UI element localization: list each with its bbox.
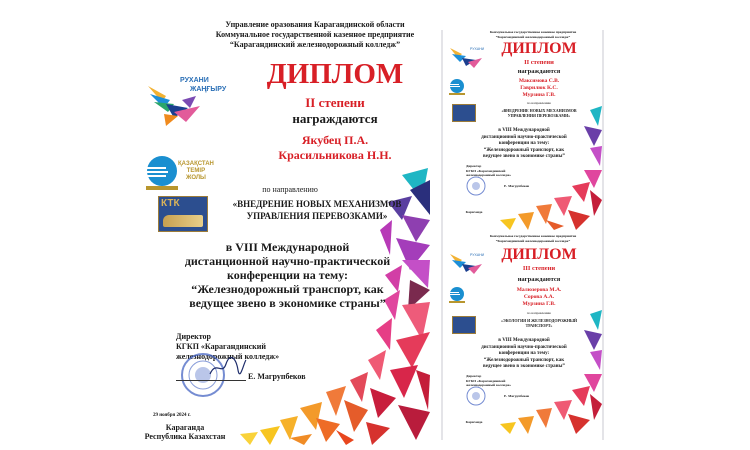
issuer-line: “Карагандинский железнодорожный колледж” [495, 239, 571, 243]
conference-line: дистанционной научно-практической [481, 344, 567, 350]
conference-line: ведущее звено в экономике страны” [483, 364, 565, 369]
diploma-degree: II степени [305, 95, 365, 110]
conference-text [454, 338, 594, 371]
rukhani-line2: ЖАҢҒЫРУ [190, 86, 227, 93]
signatory-line: КГКП «Карагандинский [176, 342, 266, 351]
conference-line: конференции на тему: [226, 268, 349, 282]
kazakhstan-temir-zholy-logo [448, 78, 484, 96]
direction-title [480, 318, 598, 328]
diploma-thumbnail-2 [444, 30, 602, 230]
svg-text:РУХАНИ: РУХАНИ [470, 253, 484, 257]
conference-line: ведущее звено в экономике страны” [483, 154, 565, 159]
signatory-name: Е. Магрупбеков [504, 184, 530, 188]
conference-line: ведущее звено в экономике страны” [189, 296, 386, 310]
diploma-title: ДИПЛОМ [501, 40, 577, 57]
recipient-name: Мурзина Г.В. [522, 92, 556, 98]
signature-line [176, 380, 246, 381]
diploma-degree: III степени [522, 265, 556, 272]
recipient-name: Гаврилюк К.С. [520, 85, 558, 91]
city: Караганда [165, 423, 205, 432]
location [140, 423, 230, 441]
conference-line: дистанционной научно-практической [481, 134, 567, 140]
direction-title [212, 198, 422, 222]
direction-line: ТРАНСПОРТ» [525, 323, 553, 328]
diploma-thumbnail-3 [444, 234, 602, 439]
direction-label: по направлению [526, 101, 552, 105]
conference-line: конференции на тему: [498, 351, 550, 356]
issuer-header [464, 30, 602, 40]
awarded-label: награждаются [292, 111, 378, 126]
ktk-college-logo [452, 316, 476, 334]
direction-label: по направлению [526, 311, 552, 315]
recipient-name: Малюзерова М.А. [516, 287, 562, 293]
signatory-line: КГКП «Карагандинский [466, 168, 506, 173]
direction-title [480, 108, 598, 118]
issuer-line: Коммунальное государственной казенное предприятие [215, 30, 415, 39]
kazakhstan-temir-zholy-logo [448, 286, 484, 304]
recipient-name: Сорова А.А. [523, 294, 555, 300]
awarded-label: награждаются [517, 276, 561, 283]
conference-line: “Железнодорожный транспорт, как [483, 357, 565, 363]
conference-line: в VIII Международной [498, 128, 550, 133]
awarded-label: награждаются [517, 68, 561, 75]
issuer-line: “Карагандинский железнодорожный колледж” [495, 35, 571, 39]
issuer-header [464, 234, 602, 244]
signatory-name: Е. Магрупбеков [248, 372, 306, 381]
signatory-line: Директор [466, 374, 482, 378]
ktk-college-logo [452, 104, 476, 122]
signatory-line: Директор [176, 332, 211, 341]
ktz-emblem-icon [144, 155, 178, 191]
issuer-line: “Карагандинский железнодорожный колледж” [229, 40, 401, 49]
signatory-line: железнодорожный колледж» [466, 173, 512, 177]
official-stamp-icon [466, 386, 486, 406]
rukhani-zhangyru-logo [144, 72, 227, 132]
country: Республика Казахстан [144, 432, 226, 441]
recipient-name: Якубец П.А. [301, 133, 369, 147]
diploma-title: ДИПЛОМ [501, 246, 577, 263]
signatory-line: железнодорожный колледж» [176, 352, 280, 361]
signatory-line: железнодорожный колледж» [466, 383, 512, 387]
recipients [240, 133, 430, 163]
diploma-degree: II степени [524, 59, 554, 66]
city: Караганда [465, 210, 483, 214]
issuer-line: Коммунальное государственное казенное предприятие [489, 234, 577, 238]
ktk-abbr: КТК [161, 198, 180, 209]
kazakhstan-temir-zholy-logo [144, 155, 224, 195]
signatory-line: Директор [466, 164, 482, 168]
conference-line: конференции на тему: [498, 141, 550, 146]
recipient-name: Максимова С.В. [518, 78, 560, 84]
rukhani-zhangyru-logo [448, 250, 484, 276]
conference-line: “Железнодорожный транспорт, как [191, 282, 384, 296]
official-stamp-icon [466, 176, 486, 196]
direction-line: «ВНЕДРЕНИЕ НОВЫХ МЕХАНИЗМОВ [232, 199, 402, 209]
issuer-header [200, 20, 430, 50]
signatory-line: КГКП «Карагандинский [466, 378, 506, 383]
conference-text [160, 240, 415, 310]
recipients [484, 287, 594, 308]
recipient-name: Мурзина Г.В. [522, 301, 556, 307]
recipient-name: Красильникова Н.Н. [278, 148, 392, 162]
page-divider [602, 30, 604, 440]
svg-text:РУХАНИ: РУХАНИ [470, 47, 484, 51]
conference-line: в VIII Международной [498, 338, 550, 343]
direction-line: УПРАВЛЕНИЯ ПЕРЕВОЗКАМИ» [246, 211, 388, 221]
conference-line: в VIII Международной [225, 240, 350, 254]
signatory-name: Е. Магрупбеков [504, 394, 530, 398]
rukhani-zhangyru-logo [448, 44, 484, 70]
direction-line: «ВНЕДРЕНИЕ НОВЫХ МЕХАНИЗМОВ [501, 108, 577, 113]
recipients [484, 78, 594, 99]
ktz-line3: ЖОЛЫ [185, 175, 206, 181]
main-diploma [140, 20, 430, 445]
diploma-title: ДИПЛОМ [266, 58, 404, 90]
conference-line: “Железнодорожный транспорт, как [483, 147, 565, 153]
direction-label: по направлению [262, 185, 318, 194]
direction-line: «ЭКОЛОГИЯ И ЖЕЛЕЗНОДОРОЖНЫЙ [501, 318, 577, 323]
rukhani-line1: РУХАНИ [180, 77, 209, 84]
ktk-college-logo [158, 196, 208, 232]
issuer-line: Управление оразования Карагандинской области [225, 20, 405, 29]
page-divider [441, 30, 443, 440]
ktz-line2: ТЕМІР [186, 168, 206, 174]
conference-line: дистанционной научно-практической [184, 254, 391, 268]
issue-date: 29 ноября 2024 г. [153, 413, 191, 418]
issuer-line: Коммунальное государственное казенное предприятие [489, 30, 577, 34]
direction-line: УПРАВЛЕНИЯ ПЕРЕВОЗКАМИ» [507, 113, 571, 118]
signature-icon [208, 356, 248, 378]
conference-text [454, 128, 594, 161]
ktz-line1: ҚАЗАҚСТАН [178, 161, 214, 167]
city: Караганда [465, 420, 483, 424]
